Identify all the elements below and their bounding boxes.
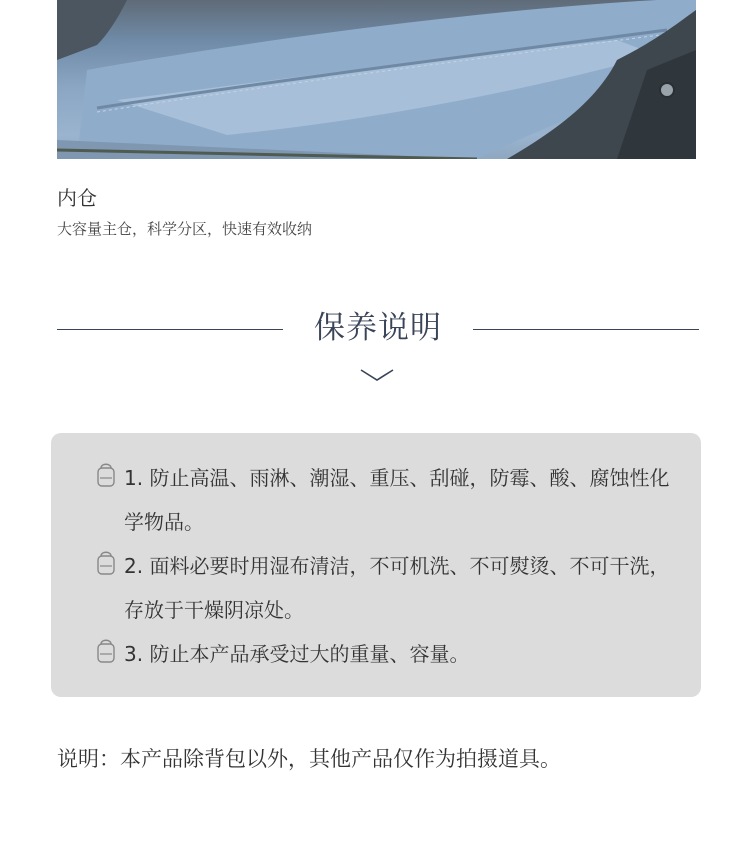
backpack-icon <box>96 460 116 488</box>
disclaimer-note: 说明：本产品除背包以外，其他产品仅作为拍摄道具。 <box>57 747 561 771</box>
chevron-down-icon <box>359 368 395 382</box>
care-item-text: 2. 面料必要时用湿布清洁，不可机洗、不可熨烫、不可干洗，存放于干燥阴凉处。 <box>124 554 670 622</box>
caption-title: 内仓 <box>57 186 97 210</box>
care-item-text: 1. 防止高温、雨淋、潮湿、重压、刮碰，防霉、酸、腐蚀性化学物品。 <box>124 466 670 534</box>
caption-subtitle: 大容量主仓，科学分区，快速有效收纳 <box>57 220 313 238</box>
backpack-icon <box>96 548 116 576</box>
section-title: 保养说明 <box>314 310 442 346</box>
backpack-icon <box>96 636 116 664</box>
product-photo-inner-compartment <box>57 0 696 159</box>
header-divider-left <box>57 329 283 330</box>
care-instructions-box <box>51 433 701 697</box>
header-divider-right <box>473 329 699 330</box>
care-item-text: 3. 防止本产品承受过大的重量、容量。 <box>124 642 470 666</box>
